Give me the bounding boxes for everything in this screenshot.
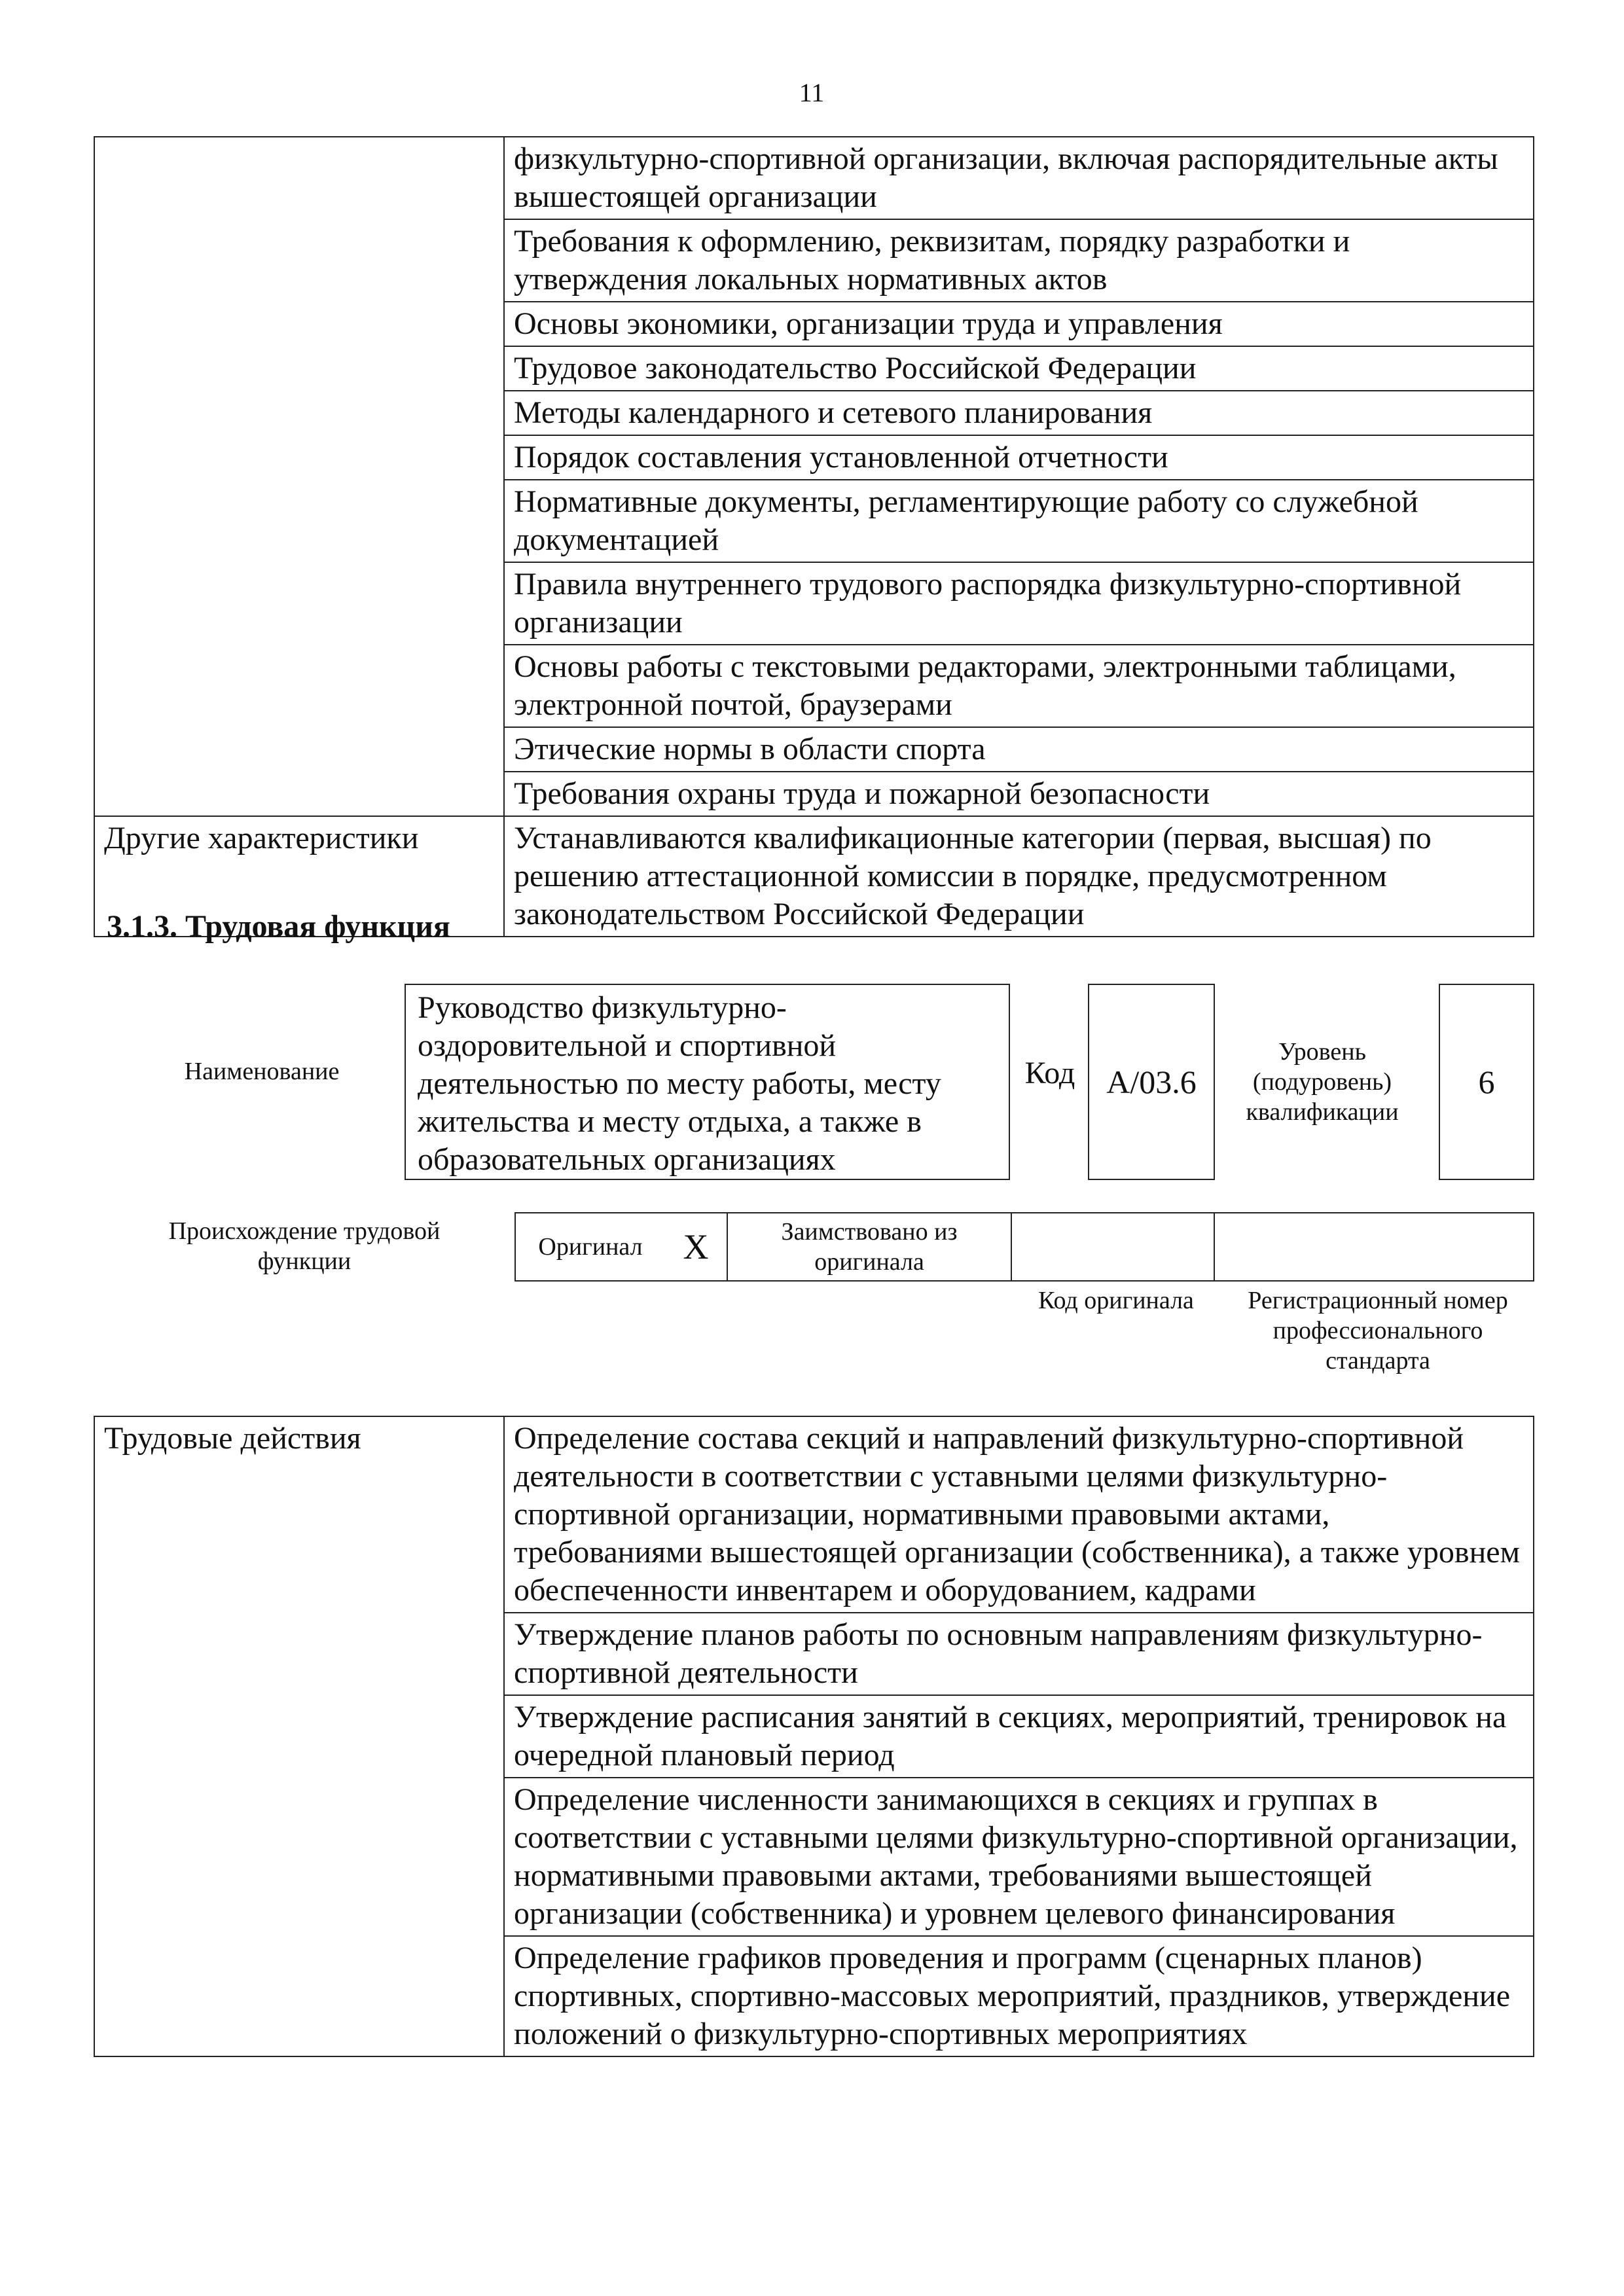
labor-actions-label: Трудовые действия [94, 1416, 504, 2056]
knowledge-item: Основы экономики, организации труда и управления [504, 302, 1534, 346]
knowledge-item: Требования охраны труда и пожарной безопасности [504, 772, 1534, 816]
borrowed-label: Заимствовано из оригинала [728, 1213, 1012, 1280]
origin-label: Происхождение трудовой функции [168, 1217, 441, 1275]
empty-left-cell [94, 137, 504, 816]
registration-number-label: Регистрационный номер профессионального стандарта [1248, 1287, 1508, 1374]
qualification-level-box: 6 [1439, 984, 1534, 1180]
knowledge-item: Методы календарного и сетевого планирования [504, 391, 1534, 435]
knowledge-item: Порядок составления установленной отчетности [504, 435, 1534, 480]
origin-row [514, 1212, 1534, 1282]
original-label: Оригинал [538, 1233, 643, 1261]
labor-action-item: Определение графиков проведения и программ (сценарных планов) спортивных, спортивно-массовых мероприятий, праздников, утверждение положений о физкультурно-спортивных мероприятиях [504, 1936, 1534, 2056]
labor-action-item: Определение численности занимающихся в секциях и группах в соответствии с уставными целями физкультурно-спортивной организации, нормативными правовыми актами, требованиями вышестоящей организации (собственника) и уровнем целевого финансирования [504, 1778, 1534, 1936]
labor-action-item: Утверждение планов работы по основным направлениям физкультурно-спортивной деятельности [504, 1613, 1534, 1695]
reg-number-cell [1215, 1213, 1533, 1280]
labor-action-item: Определение состава секций и направлений физкультурно-спортивной деятельности в соответствии с уставными целями физкультурно-спортивной организации, нормативными правовыми актами, требованиями вышестоящей организации (собственника), а также уровнем обеспеченности инвентарем и оборудованием, кадрами [504, 1416, 1534, 1613]
page-number: 11 [799, 78, 825, 107]
knowledge-item: Требования к оформлению, реквизитам, порядку разработки и утверждения локальных нормативных актов [504, 219, 1534, 302]
knowledge-item: Трудовое законодательство Российской Федерации [504, 346, 1534, 391]
qualification-level-label: Уровень (подуровень) квалификации [1246, 1038, 1399, 1126]
code-value-box: А/03.6 [1088, 984, 1215, 1180]
function-name-box: Руководство физкультурно-оздоровительной и спортивной деятельностью по месту работы, месту жительства и месту отдыха, а также в образовательных организациях [405, 984, 1010, 1180]
code-original-label: Код оригинала [1038, 1287, 1194, 1314]
labor-action-item: Утверждение расписания занятий в секциях, мероприятий, тренировок на очередной плановый период [504, 1695, 1534, 1778]
code-original-cell [1012, 1213, 1215, 1280]
knowledge-item: Нормативные документы, регламентирующие работу со служебной документацией [504, 480, 1534, 562]
knowledge-item: Основы работы с текстовыми редакторами, электронными таблицами, электронной почтой, браузерами [504, 645, 1534, 727]
original-mark: X [665, 1213, 728, 1280]
other-characteristics-label: Другие характеристики [94, 816, 504, 937]
labor-actions-table [94, 1416, 1534, 2057]
name-label: Наименование [184, 1058, 340, 1085]
code-label: Код [1024, 1056, 1075, 1090]
other-characteristics-text: Устанавливаются квалификационные категории (первая, высшая) по решению аттестационной комиссии в порядке, предусмотренном законодательством Российской Федерации [504, 816, 1534, 937]
knowledge-table [94, 136, 1534, 937]
section-heading: 3.1.3. Трудовая функция [107, 909, 450, 944]
knowledge-item: физкультурно-спортивной организации, включая распорядительные акты вышестоящей организации [504, 137, 1534, 219]
knowledge-item: Правила внутреннего трудового распорядка физкультурно-спортивной организации [504, 562, 1534, 645]
knowledge-item: Этические нормы в области спорта [504, 727, 1534, 772]
